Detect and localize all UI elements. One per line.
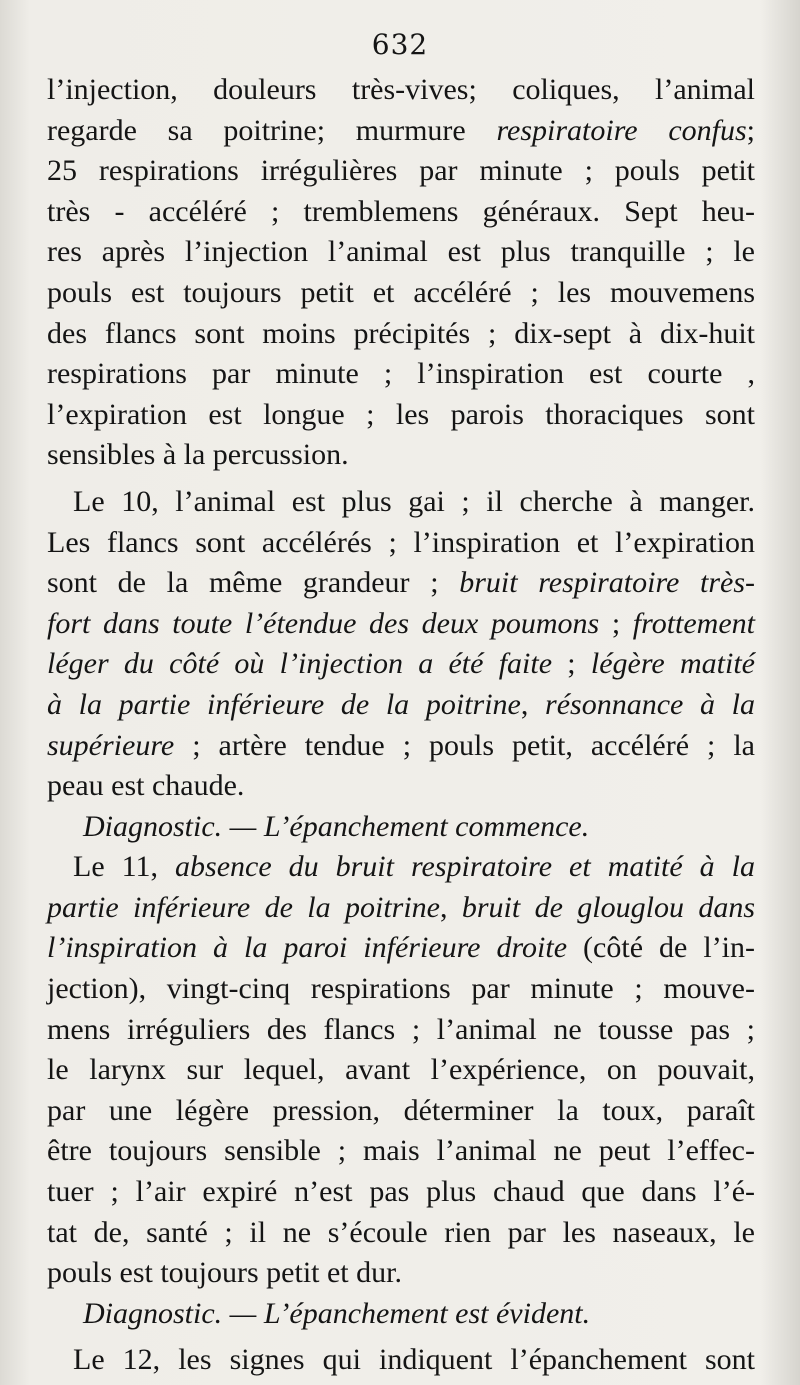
- text-line-30: pouls est toujours petit et dur.: [47, 1256, 402, 1290]
- text-line-8: respirations par minute ; l’inspiration est courte ,: [47, 357, 755, 391]
- text-line-21: partie inférieure de la poitrine, bruit de glouglou dans: [47, 890, 755, 924]
- text-line-14: fort dans toute l’étendue des deux poumons ; frottement: [47, 606, 755, 640]
- text-line-16: à la partie inférieure de la poitrine, résonnance à la: [47, 687, 756, 721]
- text-line-22: l’inspiration à la paroi inférieure droite (côté de l’in-: [47, 931, 756, 965]
- page-body: [47, 70, 755, 1381]
- text-line-18: peau est chaude.: [47, 769, 245, 803]
- diagnostic-line-2: Diagnostic. — L’épanchement est évident.: [83, 1296, 591, 1330]
- text-line-1: l’injection, douleurs très-vives; coliques, l’animal: [47, 73, 755, 106]
- text-line-29: tat de, santé ; il ne s’écoule rien par les naseaux, le: [47, 1215, 755, 1249]
- text-line-32: Le 12, les signes qui indiquent l’épanchement sont: [73, 1343, 755, 1377]
- text-line-9: l’expiration est longue ; les parois thoraciques sont: [47, 397, 755, 431]
- text-line-13: sont de la même grandeur ; bruit respiratoire très-: [47, 566, 755, 600]
- page-number: 632: [371, 28, 429, 61]
- text-line-24: mens irréguliers des flancs ; l’animal ne tousse pas ;: [47, 1012, 755, 1046]
- text-line-5: res après l’injection l’animal est plus tranquille ; le: [47, 235, 755, 269]
- text-line-15: léger du côté où l’injection a été faite ; légère matité: [47, 647, 755, 681]
- text-line-20: Le 11, absence du bruit respiratoire et matité à la: [73, 850, 755, 884]
- text-line-11: Le 10, l’animal est plus gai ; il cherche à manger.: [73, 484, 755, 518]
- text-line-10: sensibles à la percussion.: [47, 438, 349, 472]
- text-line-28: tuer ; l’air expiré n’est pas plus chaud que dans l’é-: [47, 1175, 755, 1209]
- text-line-12: Les flancs sont accélérés ; l’inspiration et l’expiration: [47, 525, 755, 559]
- text-line-23: jection), vingt-cinq respirations par minute ; mouve-: [47, 972, 755, 1006]
- text-line-17: supérieure ; artère tendue ; pouls petit, accéléré ; la: [47, 728, 755, 762]
- text-line-4: très - accéléré ; tremblemens généraux. Sept heu-: [47, 194, 755, 228]
- text-line-25: le larynx sur lequel, avant l’expérience, on pouvait,: [47, 1053, 755, 1087]
- text-line-26: par une légère pression, déterminer la toux, paraît: [47, 1093, 755, 1127]
- text-line-6: pouls est toujours petit et accéléré ; les mouvemens: [47, 275, 755, 309]
- text-line-27: être toujours sensible ; mais l’animal ne peut l’effec-: [47, 1134, 755, 1168]
- text-line-3: 25 respirations irrégulières par minute ; pouls petit: [47, 154, 755, 188]
- text-line-7: des flancs sont moins précipités ; dix-sept à dix-huit: [47, 316, 755, 350]
- diagnostic-line-1: Diagnostic. — L’épanchement commence.: [83, 809, 590, 843]
- text-line-2: regarde sa poitrine; murmure respiratoire confus;: [47, 113, 755, 147]
